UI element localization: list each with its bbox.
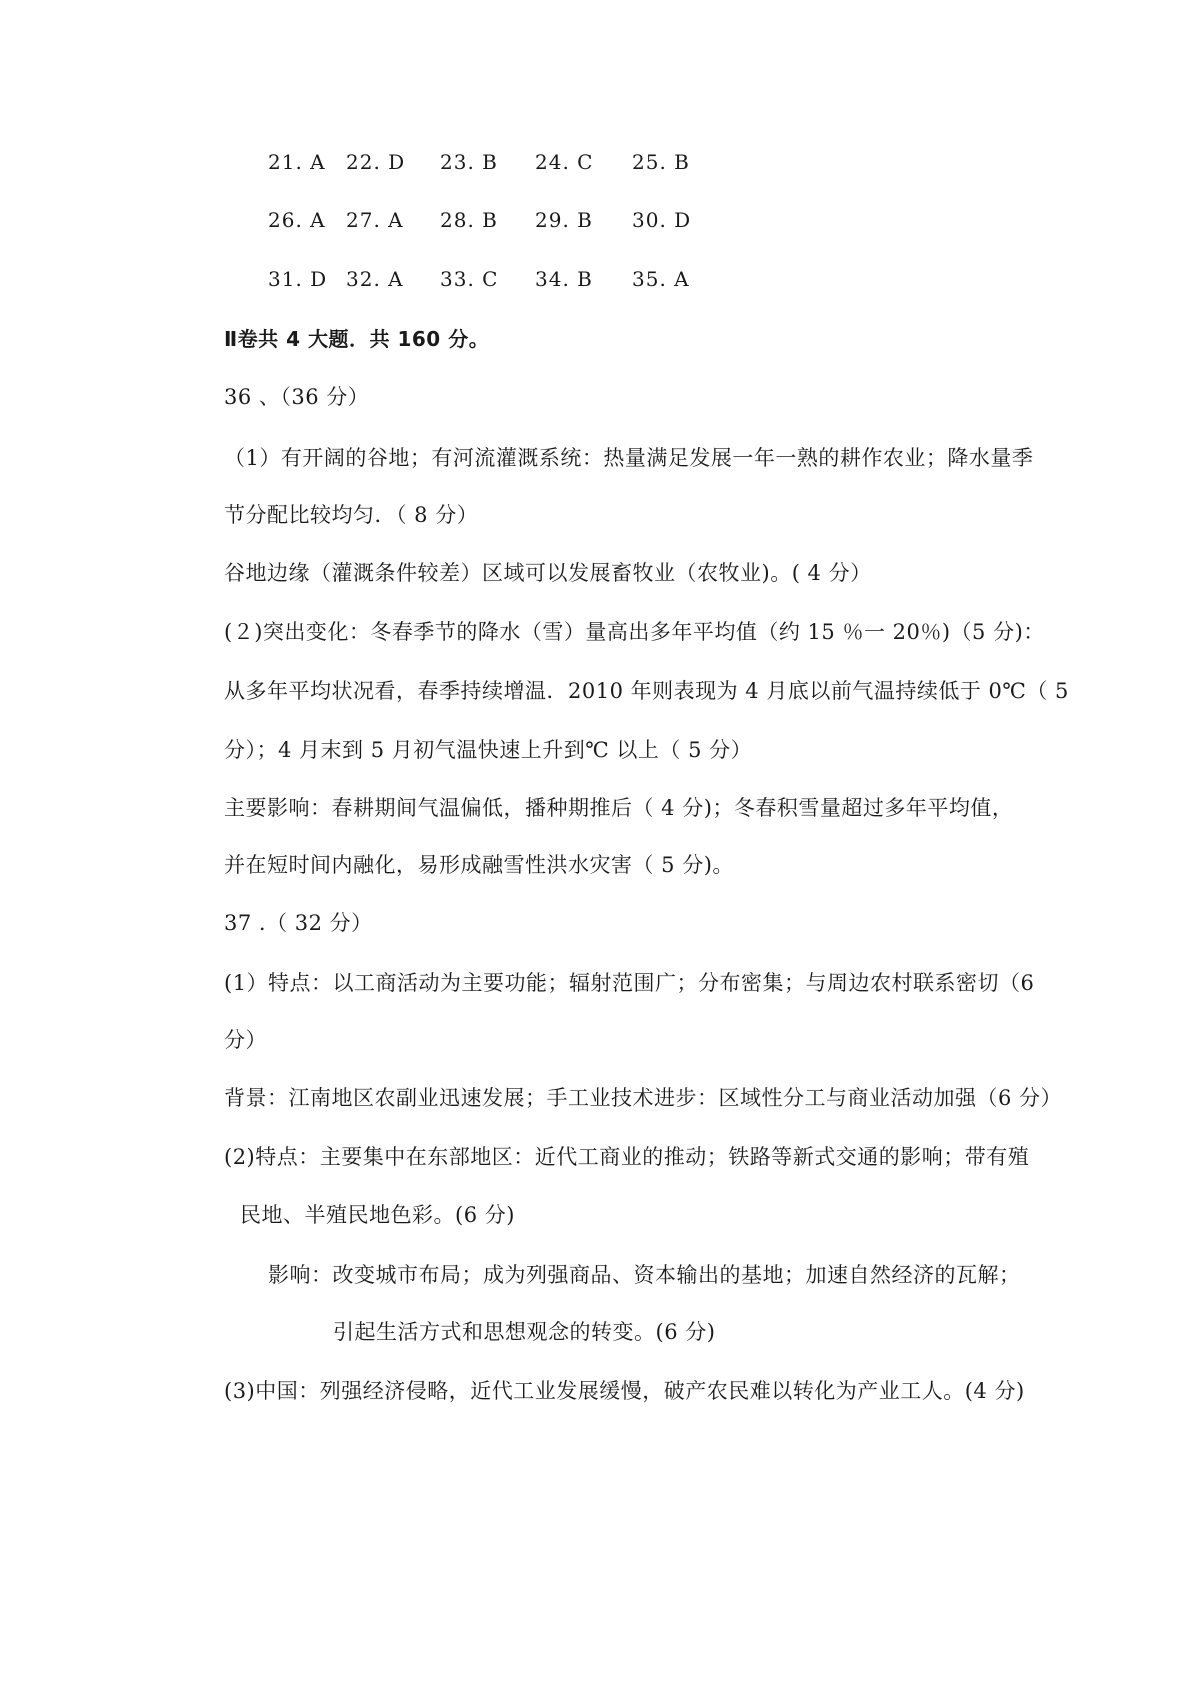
q37-p2-line: 影响：改变城市布局；成为列强商品、资本输出的基地；加速自然经济的瓦解； [268, 1263, 1021, 1287]
q37-p1-line: 背景：江南地区农副业迅速发展；手工业技术进步：区域性分工与商业活动加强（6 分） [224, 1086, 1063, 1110]
answer-item: 23. B [440, 150, 498, 174]
q36-p1-line: 谷地边缘（灌溉条件较差）区域可以发展畜牧业（农牧业)。( 4 分） [224, 561, 872, 585]
q37-p3-line: (3)中国：列强经济侵略，近代工业发展缓慢，破产农民难以转化为产业工人。(4 分) [224, 1379, 1025, 1403]
q36-p2-line: 并在短时间内融化，易形成融雪性洪水灾害（ 5 分)。 [224, 853, 734, 877]
answer-item: 33. C [440, 267, 499, 291]
q37-p1-line: (1）特点：以工商活动为主要功能；辐射范围广；分布密集；与周边农村联系密切（6 [224, 971, 1035, 995]
answer-item: 24. C [535, 150, 594, 174]
answer-item: 21. A [268, 150, 326, 174]
q36-p2-line: (２)突出变化：冬春季节的降水（雪）量高出多年平均值（约 15 ％一 20％)（5 分)： [224, 620, 1045, 644]
answer-item: 31. D [268, 267, 328, 291]
q36-p1-line: 节分配比较均匀．（ 8 分） [224, 503, 479, 527]
answer-item: 29. B [535, 208, 593, 232]
answer-item: 34. B [535, 267, 593, 291]
q37-heading: 37 .（ 32 分） [224, 911, 373, 935]
answer-item: 35. A [632, 267, 690, 291]
answer-item: 26. A [268, 208, 326, 232]
q36-p1-line: （1）有开阔的谷地；有河流灌溉系统：热量满足发展一年一熟的耕作农业；降水量季 [224, 446, 1034, 470]
q37-p2-line: 引起生活方式和思想观念的转变。(6 分) [333, 1320, 716, 1344]
answer-item: 25. B [632, 150, 690, 174]
answer-item: 22. D [346, 150, 406, 174]
q36-p2-line: 主要影响：春耕期间气温偏低，播种期推后（ 4 分)；冬春积雪量超过多年平均值， [224, 796, 1014, 820]
answer-item: 32. A [346, 267, 404, 291]
answer-item: 28. B [440, 208, 498, 232]
q37-p2-line: (2)特点：主要集中在东部地区：近代工商业的推动；铁路等新式交通的影响；带有殖 [224, 1145, 1030, 1169]
q37-p2-line: 民地、半殖民地色彩。(6 分) [240, 1203, 515, 1227]
section-heading: Ⅱ卷共 4 大题．共 160 分。 [224, 327, 490, 351]
q36-p2-line: 从多年平均状况看，春季持续增温．2010 年则表现为 4 月底以前气温持续低于 0℃（ 5 [224, 679, 1069, 703]
answer-item: 30. D [632, 208, 692, 232]
answer-item: 27. A [346, 208, 404, 232]
q37-p1-line: 分） [224, 1028, 267, 1052]
q36-p2-line: 分）；4 月末到 5 月初气温快速上升到℃ 以上（ 5 分） [224, 738, 753, 762]
q36-heading: 36 、（36 分） [224, 385, 370, 409]
